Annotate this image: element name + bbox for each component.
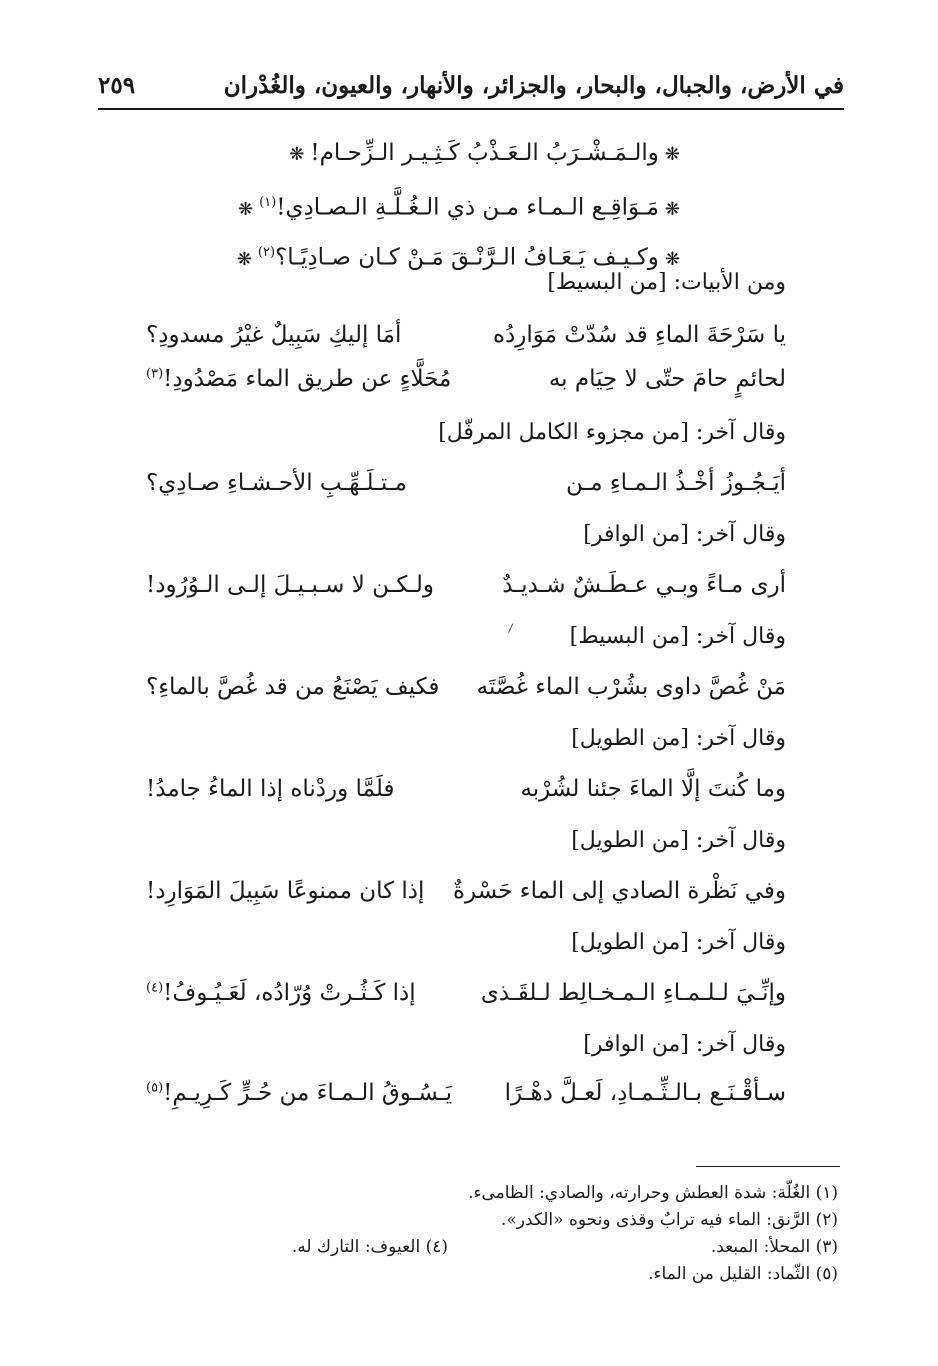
opening-line (238, 178, 686, 228)
footnote-ref: (١) (259, 195, 277, 210)
footnotes (98, 1180, 838, 1288)
footnote-ref: (٣) (146, 366, 164, 382)
verse-line (146, 674, 786, 724)
footnote-1: (١) الغُلّة: شدة العطش وحرارته، والصادي: الظامىء. (468, 1183, 838, 1203)
first-hemistich: وفي نَظْرة الصادي إلى الماء حَسْرةٌ (453, 878, 786, 904)
star-ornament-icon: ❋ (664, 198, 680, 220)
opening-line-text: وكـيـف يَـعَـافُ الـرَّنْـقَ مَـنْ كـان صـادِيًـا؟ (275, 244, 659, 271)
footnote-row (98, 1180, 838, 1207)
verse-line (146, 366, 786, 416)
footnote-ref: (٥) (146, 1080, 164, 1096)
second-hemistich: أمَا إليكِ سَبِيلٌ غيْرُ مسدودِ؟ (146, 322, 402, 348)
second-hemistich: ولـكـن لا سـبـيـلَ إلـى الـوُرُود! (146, 572, 434, 598)
verse-line (146, 776, 786, 826)
opening-lines (236, 128, 686, 278)
verse-line (146, 470, 786, 520)
footnote-ref: (٢) (257, 245, 276, 260)
footnote-row (98, 1207, 838, 1234)
running-header (98, 66, 844, 108)
poet-label: وقال آخر: [من الطويل] (571, 726, 786, 751)
poet-label: وقال آخر: [من الطويل] (571, 828, 786, 853)
star-ornament-icon: ❋ (289, 144, 305, 165)
first-hemistich: يا سَرْحَةَ الماءِ قد سُدّتْ مَوَارِدُه (492, 322, 786, 348)
opening-line (246, 128, 686, 178)
first-hemistich: وإنِّـيَ لـلـمـاءِ الـمـخـالِط لـلقَـذى (480, 980, 786, 1006)
opening-line-text: والـمَـشْـرَبُ الـعَـذْبُ كَـثِـيـر الـزِّحـام! (310, 140, 659, 166)
opening-line-text: مَـوَاقِـع الـمـاء مـن ذي الـغُـلَّـةِ الـصـادِي! (276, 194, 659, 221)
first-hemistich: وما كُنتَ إلَّا الماءَ جئنا لشُرْبه (520, 776, 786, 802)
page-number: ٢٥٩ (98, 72, 136, 99)
stray-mark (508, 623, 517, 634)
footnote-row (98, 1261, 838, 1288)
verse-line (146, 878, 786, 928)
verse-line (146, 322, 786, 372)
second-hemistich: فلَمَّا وردْناه إذا الماءُ جامدُ! (146, 776, 395, 802)
second-hemistich (146, 980, 416, 1006)
first-hemistich: مَنْ غُصَّ داوى بشُرْب الماء غُصَّتَه (476, 674, 786, 700)
verse-line (146, 980, 786, 1030)
second-hemistich: إذا كان ممنوعًا سَبِيلَ المَوَارِد! (146, 878, 425, 904)
second-hemistich: فكيف يَصْنَعُ من قد غُصَّ بالماءِ؟ (146, 674, 440, 700)
second-hemistich (146, 366, 451, 392)
poet-label: وقال آخر: [من الطويل] (571, 930, 786, 955)
first-hemistich: سـأقْـنَـع بـالـثِّـمـادِ، لَعـلَّ دهْـرًا (504, 1080, 786, 1106)
verse-line (146, 572, 786, 622)
hemistich-text: مُحَلَّاءٍ عن طريق الماء مَصْدُودِ! (163, 366, 452, 392)
poet-label: وقال آخر: [من الوافر] (583, 522, 786, 547)
footnote-3: (٣) المحلأ: المبعد. (710, 1237, 838, 1257)
star-ornament-icon: ❋ (664, 248, 680, 270)
header-rule (98, 108, 844, 110)
second-hemistich: مـتـلَـهِّـبِ الأحـشـاءِ صـادِي؟ (146, 470, 407, 496)
first-hemistich: أرى مـاءً وبـي عـطَـشٌ شـديـدٌ (502, 572, 786, 598)
section-label: ومن الأبيات: [من البسيط] (547, 270, 786, 295)
poet-label: وقال آخر: [من البسيط] (569, 624, 786, 649)
star-ornament-icon: ❋ (238, 198, 254, 220)
footnote-2: (٢) الرَّنق: الماء فيه ترابٌ وقذى ونحوه «الكدر». (500, 1210, 838, 1230)
poet-label: وقال آخر: [من مجزوء الكامل المرفّل] (438, 420, 786, 445)
verse-line (146, 1080, 786, 1130)
footnote-ref: (٤) (146, 980, 164, 996)
hemistich-text: يَـسُـوقُ الـمـاءَ من حُـرٍّ كَـرِيـمِ! (163, 1080, 453, 1106)
first-hemistich: أيَـجُـوزُ أخْـذُ الـمـاءِ مـن (565, 470, 786, 496)
hemistich-text: إذا كَـثُـرتْ وُرّادُه، لَعَـيُـوفُ! (163, 980, 416, 1006)
second-hemistich (146, 1080, 452, 1106)
star-ornament-icon: ❋ (664, 144, 680, 165)
footnote-5: (٥) الثّماد: القليل من الماء. (648, 1264, 838, 1284)
star-ornament-icon: ❋ (236, 248, 252, 270)
first-hemistich: لحائمٍ حامَ حتّى لا حِيَام به (548, 366, 786, 392)
chapter-title: في الأرض، والجبال، والبحار، والجزائر، والأنهار، والعيون، والغُدْران (223, 72, 844, 99)
poet-label: وقال آخر: [من الوافر] (583, 1032, 786, 1057)
footnote-4: (٤) العيوف: التارك له. (291, 1237, 448, 1257)
footnote-rule (696, 1166, 840, 1167)
footnote-row (98, 1234, 838, 1261)
